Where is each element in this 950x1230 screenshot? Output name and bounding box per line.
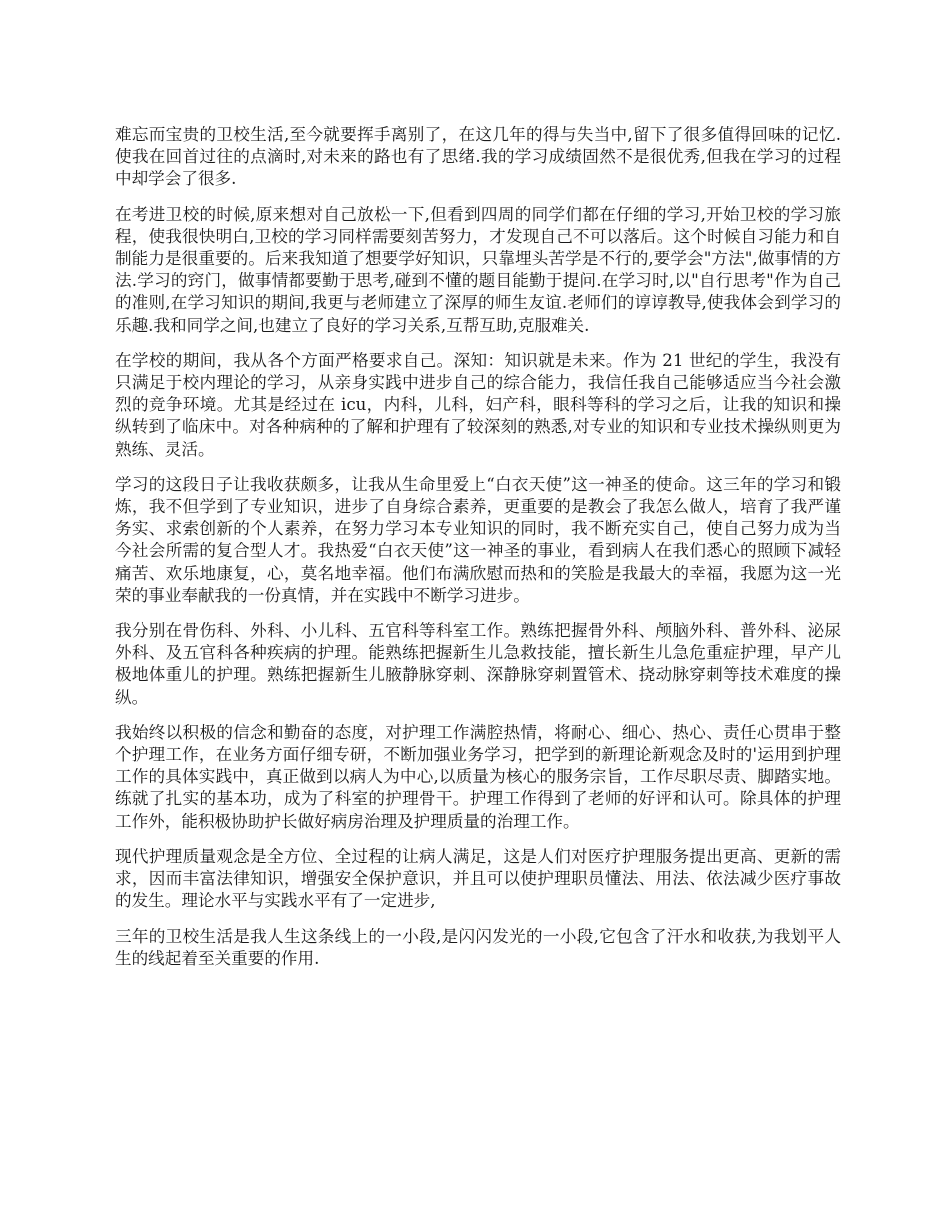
paragraph-6: 我始终以积极的信念和勤奋的态度，对护理工作满腔热情，将耐心、细心、热心、责任心贯串于整个护理工作，在业务方面仔细专研，不断加强业务学习，把学到的新理论新观念及时的'运用到护理工作的具体实践中，真正做到以病人为中心,以质量为核心的服务宗旨，工作尽职尽责、脚踏实地。练就了扎实的基本功，成为了科室的护理骨干。护理工作得到了老师的好评和认可。除具体的护理工作外，能积极协助护长做好病房治理及护理质量的治理工作。 <box>115 722 841 831</box>
paragraph-7: 现代护理质量观念是全方位、全过程的让病人满足，这是人们对医疗护理服务提出更高、更新的需求，因而丰富法律知识，增强安全保护意识，并且可以使护理职员懂法、用法、依法减少医疗事故的发生。理论水平与实践水平有了一定进步, <box>115 846 841 911</box>
paragraph-5: 我分别在骨伤科、外科、小儿科、五官科等科室工作。熟练把握骨外科、颅脑外科、普外科、泌尿外科、及五官科各种疾病的护理。能熟练把握新生儿急救技能，擅长新生儿急危重症护理，早产儿极地体重儿的护理。熟练把握新生儿腋静脉穿刺、深静脉穿刺置管术、挠动脉穿刺等技术难度的操纵。 <box>115 621 841 707</box>
paragraph-8: 三年的卫校生活是我人生这条线上的一小段,是闪闪发光的一小段,它包含了汗水和收获,为我划平人生的线起着至关重要的作用. <box>115 926 841 968</box>
paragraph-1: 难忘而宝贵的卫校生活,至今就要挥手离别了，在这几年的得与失当中,留下了很多值得回味的记忆.使我在回首过往的点滴时,对未来的路也有了思绪.我的学习成绩固然不是很优秀,但我在学习的过程中却学会了很多. <box>115 125 841 189</box>
paragraph-3: 在学校的期间，我从各个方面严格要求自己。深知：知识就是未来。作为 21 世纪的学生，我没有只满足于校内理论的学习，从亲身实践中进步自己的综合能力，我信任我自己能够适应当今社会激烈的竞争环境。尤其是经过在 icu，内科，儿科，妇产科，眼科等科的学习之后，让我的知识和操纵转到了临床中。对各种病种的了解和护理有了较深刻的熟悉,对专业的知识和专业技术操纵则更为熟练、灵活。 <box>115 350 841 459</box>
paragraph-2: 在考进卫校的时候,原来想对自己放松一下,但看到四周的同学们都在仔细的学习,开始卫校的学习旅程，使我很快明白,卫校的学习同样需要刻苦努力，才发现自己不可以落后。这个时候自习能力和自制能力是很重要的。后来我知道了想要学好知识，只靠埋头苦学是不行的,要学会"方法",做事情的方法.学习的窍门，做事情都要勤于思考,碰到不懂的题目能勤于提问.在学习时,以"自行思考"作为自己的准则,在学习知识的期间,我更与老师建立了深厚的师生友谊.老师们的谆谆教导,使我体会到学习的乐趣.我和同学之间,也建立了良好的学习关系,互帮互助,克服难关. <box>115 204 841 335</box>
paragraph-4: 学习的这段日子让我收获颇多，让我从生命里爱上“白衣天使”这一神圣的使命。这三年的学习和锻炼，我不但学到了专业知识，进步了自身综合素养，更重要的是教会了我怎么做人，培育了我严谨务实、求索创新的个人素养，在努力学习本专业知识的同时，我不断充实自己，使自己努力成为当今社会所需的复合型人才。我热爱“白衣天使”这一神圣的事业，看到病人在我们悉心的照顾下减轻痛苦、欢乐地康复，心，莫名地幸福。他们布满欣慰而热和的笑脸是我最大的幸福，我愿为这一光荣的事业奉献我的一份真情，并在实践中不断学习进步。 <box>115 474 841 605</box>
document-body <box>115 124 841 983</box>
